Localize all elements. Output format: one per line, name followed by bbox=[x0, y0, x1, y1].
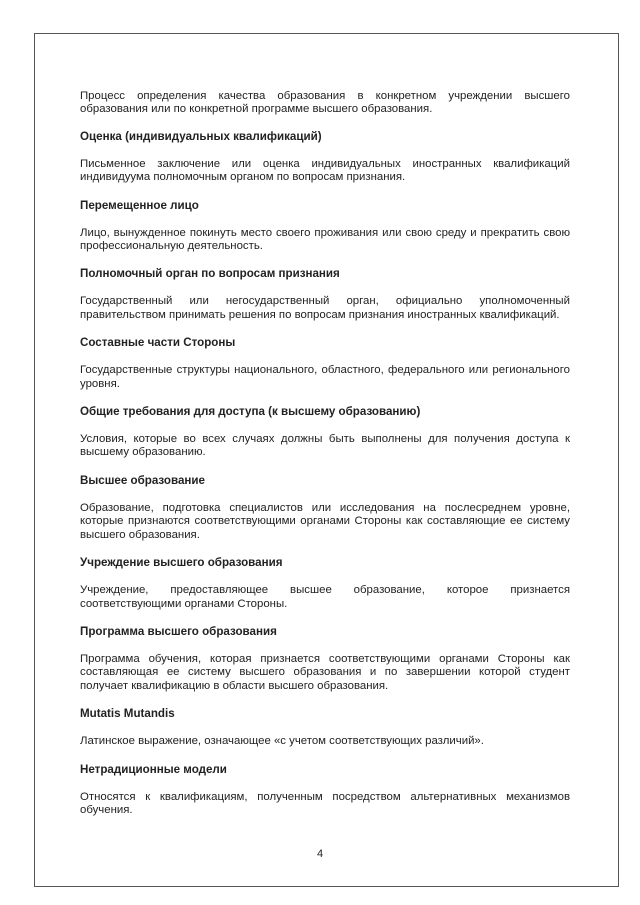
term-definition: Относятся к квалификациям, полученным посредством альтернативных механизмов обучения. bbox=[80, 790, 570, 816]
term-heading: Общие требования для доступа (к высшему образованию) bbox=[80, 405, 421, 419]
term-definition: Лицо, вынужденное покинуть место своего проживания или свою среду и прекратить свою профессиональную деятельность. bbox=[80, 226, 570, 253]
page-number: 4 bbox=[316, 848, 324, 860]
term-heading: Высшее образование bbox=[80, 473, 205, 487]
term-heading: Учреждение высшего образования bbox=[80, 556, 283, 570]
term-heading: Перемещенное лицо bbox=[80, 198, 199, 212]
term-definition: Латинское выражение, означающее «с учетом соответствующих различий». bbox=[80, 735, 484, 748]
term-definition: Образование, подготовка специалистов или исследования на послесреднем уровне, которые признаются соответствующими органами Стороны как составляющие ее систему высшего образования. bbox=[80, 501, 570, 541]
term-definition: Программа обучения, которая признается соответствующими органами Стороны как составляющая ее систему высшего образования и по завершении которой студент получает квалификацию в области высшего образования. bbox=[80, 652, 570, 692]
term-heading: Составные части Стороны bbox=[80, 336, 236, 350]
term-heading: Mutatis Mutandis bbox=[80, 707, 175, 721]
term-definition: Условия, которые во всех случаях должны быть выполнены для получения доступа к высшему образованию. bbox=[80, 433, 570, 459]
term-definition: Письменное заключение или оценка индивидуальных иностранных квалификаций индивидуума полномочным органом по вопросам признания. bbox=[80, 157, 570, 184]
intro-paragraph: Процесс определения качества образования в конкретном учреждении высшего образования или по конкретной программе высшего образования. bbox=[80, 90, 570, 116]
term-definition: Государственные структуры национального, областного, федерального или регионального уровня. bbox=[80, 364, 570, 390]
document-body bbox=[80, 90, 570, 817]
term-heading: Оценка (индивидуальных квалификаций) bbox=[80, 129, 322, 143]
term-definition: Государственный или негосударственный орган, официально уполномоченный правительством принимать решения по вопросам признания иностранных квалификаций. bbox=[80, 295, 570, 321]
term-heading: Нетрадиционные модели bbox=[80, 762, 227, 776]
term-heading: Программа высшего образования bbox=[80, 624, 277, 638]
term-heading: Полномочный орган по вопросам признания bbox=[80, 267, 340, 281]
term-definition: Учреждение, предоставляющее высшее образование, которое признается соответствующими органами Стороны. bbox=[80, 584, 570, 610]
